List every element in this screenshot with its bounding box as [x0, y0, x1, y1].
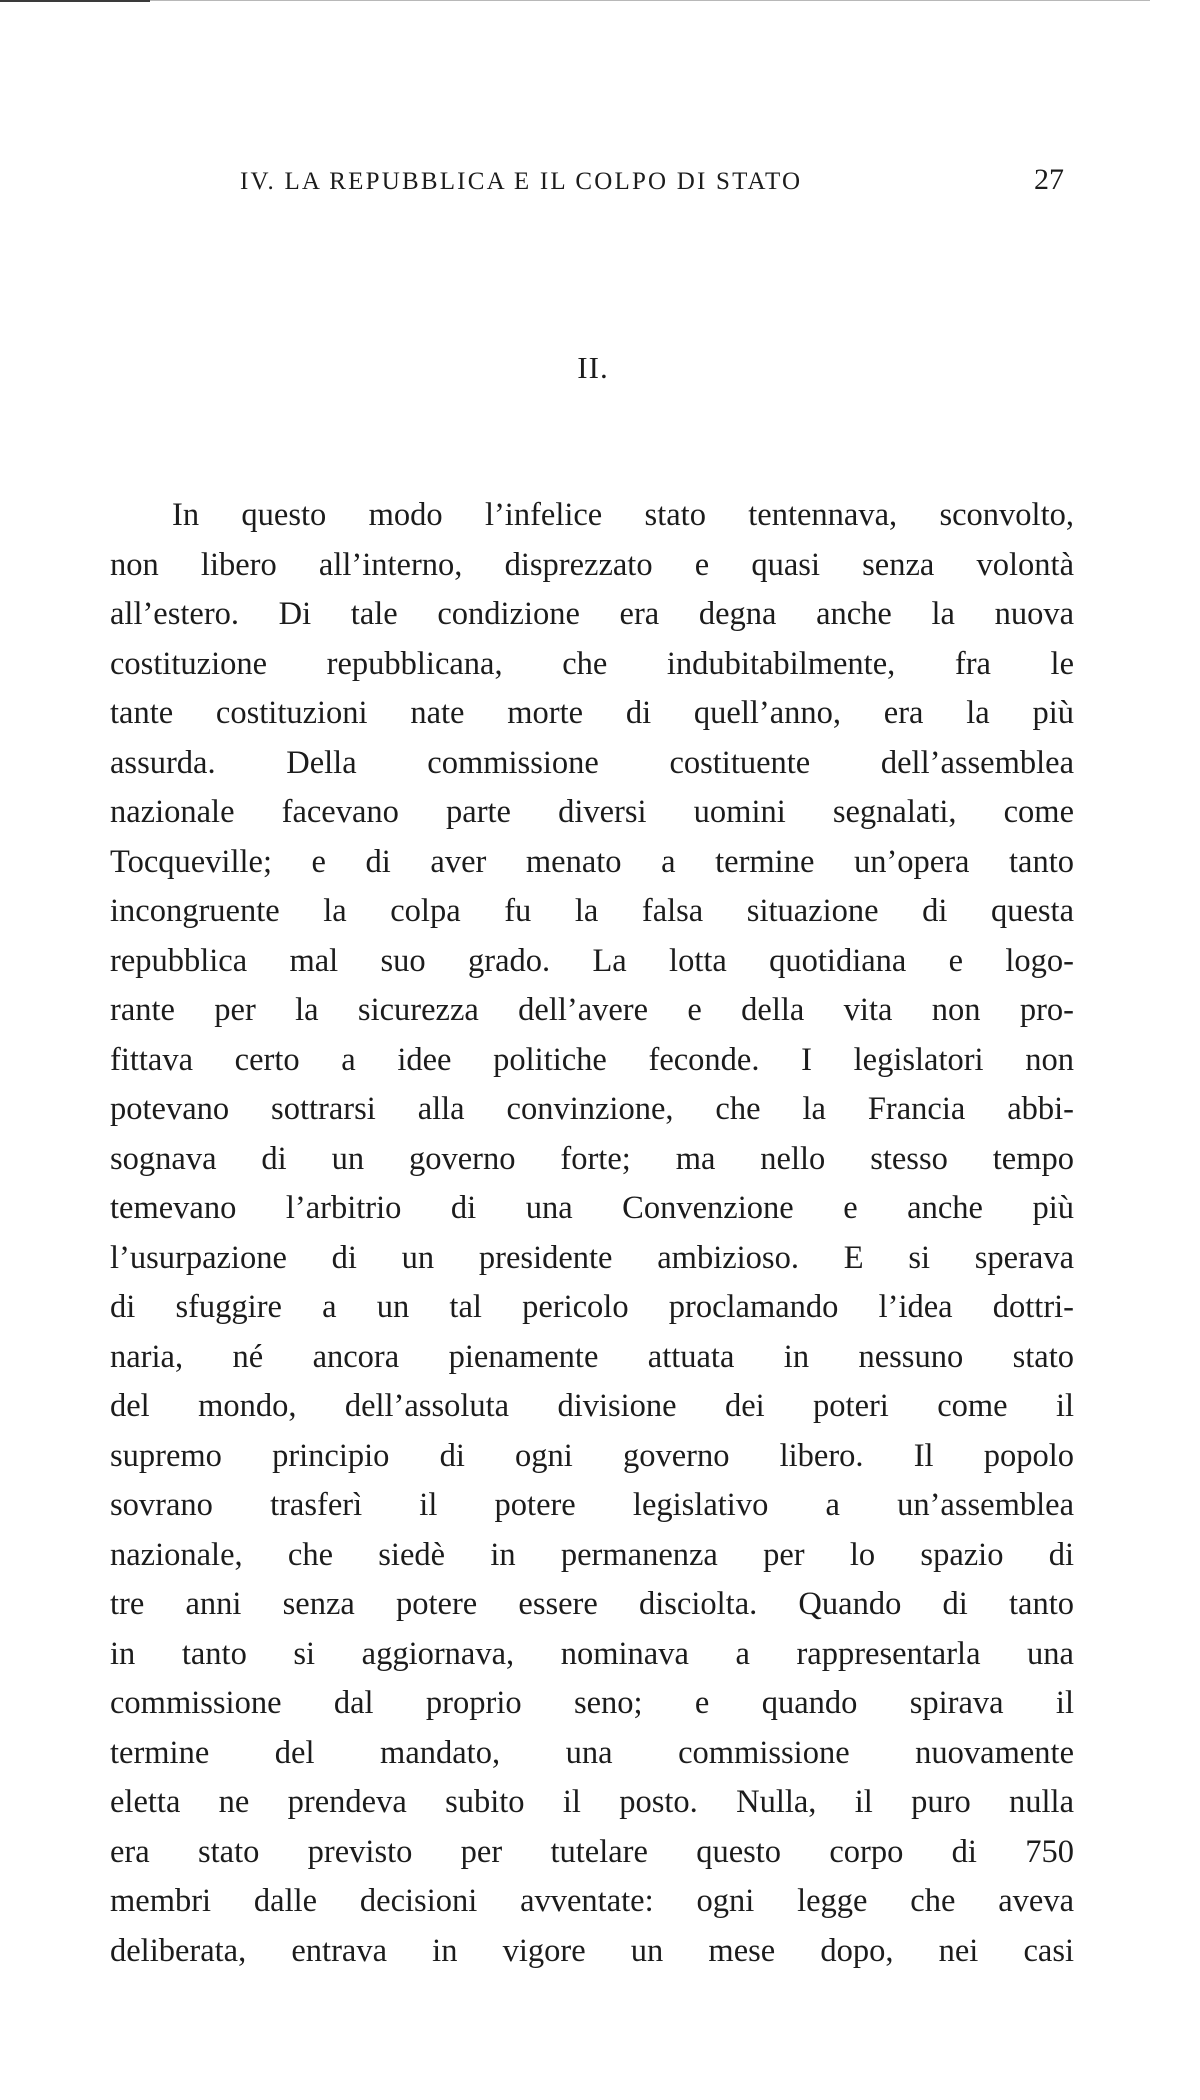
text-line: In questo modo l’infelice stato tentennava, sconvolto, [172, 497, 1074, 533]
text-line: temevano l’arbitrio di una Convenzione e anche più [110, 1190, 1074, 1226]
text-line: assurda. Della commissione costituente dell’assemblea [110, 744, 1074, 781]
text-line: incongruente la colpa fu la falsa situazione di questa [110, 893, 1074, 929]
text-line: termine del mandato, una commissione nuovamente [110, 1734, 1074, 1771]
text-line: tante costituzioni nate morte di quell’anno, era la più [110, 695, 1074, 731]
text-line: potevano sottrarsi alla convinzione, che la Francia abbi- [110, 1091, 1074, 1127]
body-paragraph [110, 491, 1074, 1976]
text-line: sognava di un governo forte; ma nello stesso tempo [110, 1140, 1074, 1177]
page-number: 27 [1034, 163, 1064, 196]
text-line: supremo principio di ogni governo libero. Il popolo [110, 1437, 1074, 1474]
text-line: repubblica mal suo grado. La lotta quotidiana e logo- [110, 942, 1074, 979]
text-line: non libero all’interno, disprezzato e quasi senza volontà [110, 546, 1074, 583]
text-line: era stato previsto per tutelare questo corpo di 750 [110, 1833, 1074, 1870]
section-number: II. [577, 350, 609, 385]
text-line: all’estero. Di tale condizione era degna anche la nuova [110, 596, 1074, 632]
scan-edge-mark [0, 0, 150, 2]
text-line: del mondo, dell’assoluta divisione dei poteri come il [110, 1388, 1074, 1424]
text-line: fittava certo a idee politiche feconde. I legislatori non [110, 1041, 1074, 1078]
scan-edge-line [150, 0, 1150, 1]
text-line: commissione dal proprio seno; e quando spirava il [110, 1685, 1074, 1721]
text-line: costituzione repubblicana, che indubitabilmente, fra le [110, 645, 1074, 682]
text-line: in tanto si aggiornava, nominava a rappresentarla una [110, 1635, 1074, 1672]
text-line: tre anni senza potere essere disciolta. Quando di tanto [110, 1586, 1074, 1622]
text-line: di sfuggire a un tal pericolo proclamando l’idea dottri- [110, 1289, 1074, 1325]
text-line: deliberata, entrava in vigore un mese dopo, nei casi [110, 1932, 1074, 1969]
text-line: nazionale, che siedè in permanenza per lo spazio di [110, 1536, 1074, 1573]
text-line: nazionale facevano parte diversi uomini segnalati, come [110, 794, 1074, 830]
text-line: Tocqueville; e di aver menato a termine un’opera tanto [110, 843, 1074, 880]
text-line: sovrano trasferì il potere legislativo a un’assemblea [110, 1487, 1074, 1523]
text-line: l’usurpazione di un presidente ambizioso. E si sperava [110, 1239, 1074, 1276]
text-line: eletta ne prendeva subito il posto. Nulla, il puro nulla [110, 1784, 1074, 1820]
text-line: membri dalle decisioni avventate: ogni legge che aveva [110, 1883, 1074, 1919]
text-line: rante per la sicurezza dell’avere e della vita non pro- [110, 992, 1074, 1028]
text-line: naria, né ancora pienamente attuata in nessuno stato [110, 1338, 1074, 1375]
running-head-title: IV. LA REPUBBLICA E IL COLPO DI STATO [240, 168, 803, 195]
